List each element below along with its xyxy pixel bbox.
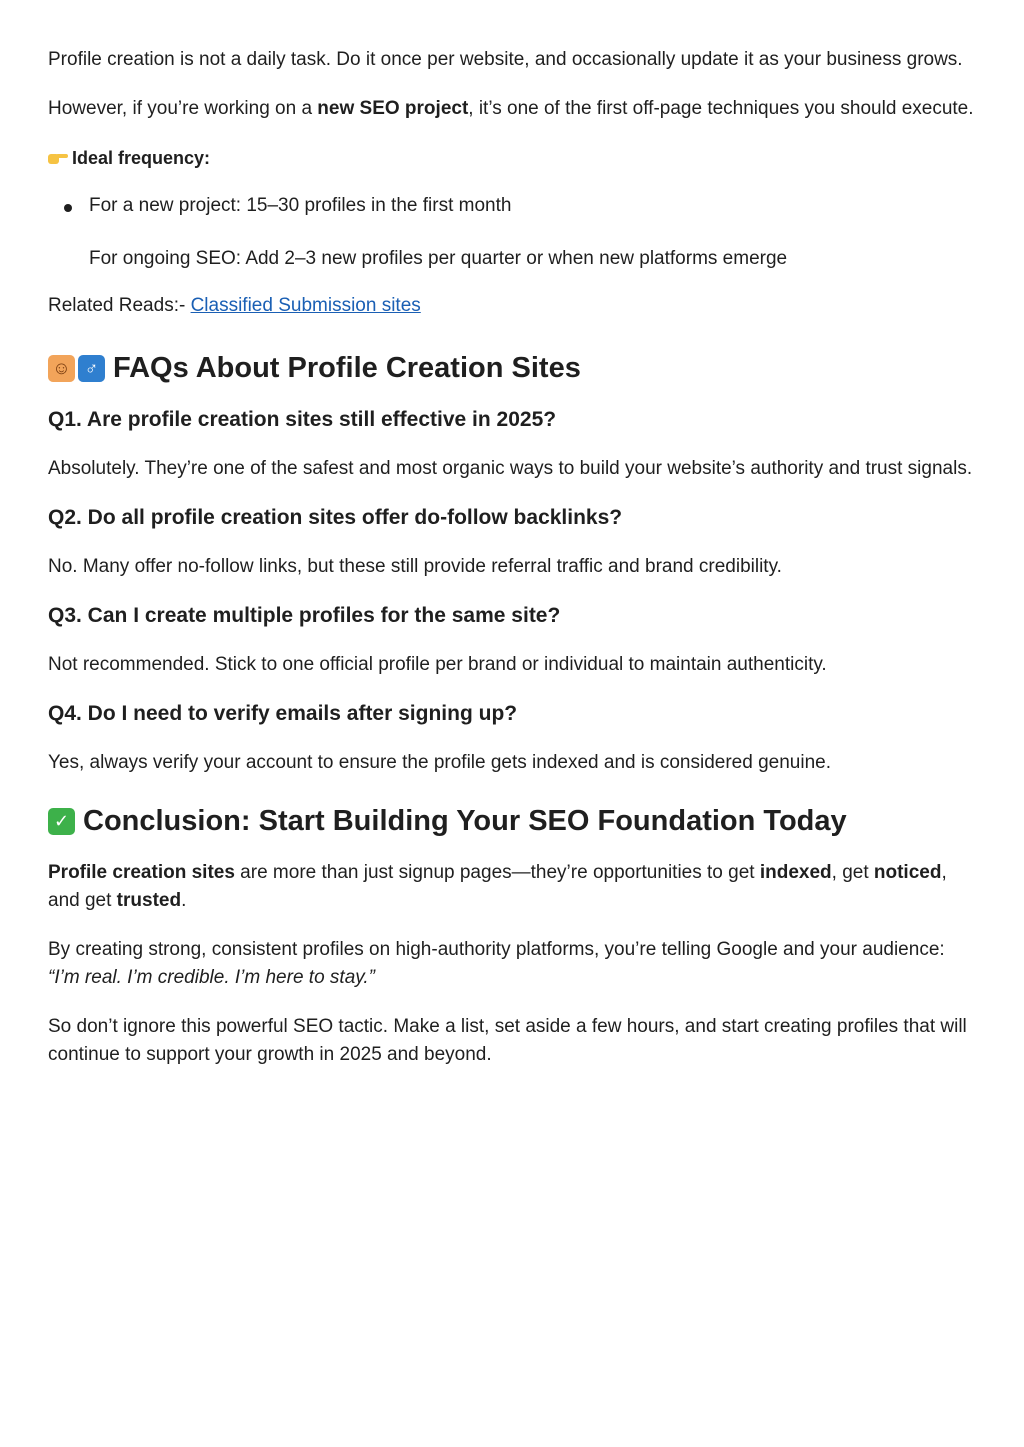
text: , and get	[48, 862, 947, 911]
faq-answer: Not recommended. Stick to one official profile per brand or individual to maintain authenticity.	[48, 654, 827, 675]
faq-answer: Yes, always verify your account to ensure the profile gets indexed and is considered genuine.	[48, 752, 831, 773]
related-reads	[48, 292, 976, 320]
faq-question: Q2. Do all profile creation sites offer do-follow backlinks?	[48, 506, 623, 529]
new-seo-project-bold: new SEO project	[317, 98, 469, 119]
faq-heading	[48, 350, 976, 386]
person-raising-hand-icon: ☺	[48, 355, 75, 382]
list-item: For a new project: 15–30 profiles in the first month	[48, 192, 976, 220]
frequency-label: Ideal frequency:	[72, 148, 211, 168]
pointing-hand-icon	[48, 151, 68, 165]
bold-text: noticed	[873, 862, 942, 883]
male-sign-icon: ♂	[78, 355, 105, 382]
faq-answer: No. Many offer no-follow links, but these still provide referral traffic and brand credibility.	[48, 556, 782, 577]
bold-text: trusted	[116, 890, 182, 911]
faq-question: Q3. Can I create multiple profiles for the same site?	[48, 604, 561, 627]
faq-answer: Absolutely. They’re one of the safest and most organic ways to build your website’s authority and trust signals.	[48, 458, 973, 479]
faq-question: Q4. Do I need to verify emails after signing up?	[48, 702, 518, 725]
faq-question: Q1. Are profile creation sites still effective in 2025?	[48, 408, 557, 431]
intro-paragraph-1: Profile creation is not a daily task. Do it once per website, and occasionally update it as your business grows.	[48, 49, 963, 70]
text: .	[181, 890, 187, 911]
classified-submission-link[interactable]: Classified Submission sites	[190, 295, 421, 316]
conclusion-heading	[48, 803, 976, 839]
frequency-heading	[48, 144, 976, 172]
conclusion-paragraph-1	[48, 859, 976, 915]
bold-text: indexed	[759, 862, 832, 883]
faq-heading-text: FAQs About Profile Creation Sites	[113, 352, 581, 384]
intro-paragraph-2	[48, 95, 976, 123]
text: , get	[831, 862, 874, 883]
related-reads-label: Related Reads:-	[48, 295, 191, 316]
check-mark-icon: ✓	[48, 808, 75, 835]
text: By creating strong, consistent profiles on high-authority platforms, you’re telling Google and your audience:	[48, 939, 945, 960]
frequency-list	[48, 192, 976, 220]
intro-text: However, if you’re working on a	[48, 98, 318, 119]
bold-text: Profile creation sites	[48, 862, 235, 883]
conclusion-heading-text: Conclusion: Start Building Your SEO Foundation Today	[83, 805, 847, 837]
quote: “I’m real. I’m credible. I’m here to stay.”	[48, 967, 375, 988]
text: are more than just signup pages—they’re opportunities to get	[234, 862, 760, 883]
conclusion-paragraph-3: So don’t ignore this powerful SEO tactic. Make a list, set aside a few hours, and start creating profiles that will continue to support your growth in 2025 and beyond.	[48, 1016, 967, 1065]
conclusion-paragraph-2	[48, 936, 976, 992]
intro-text: , it’s one of the first off-page techniques you should execute.	[468, 98, 974, 119]
list-item-continuation: For ongoing SEO: Add 2–3 new profiles per quarter or when new platforms emerge	[89, 248, 788, 269]
